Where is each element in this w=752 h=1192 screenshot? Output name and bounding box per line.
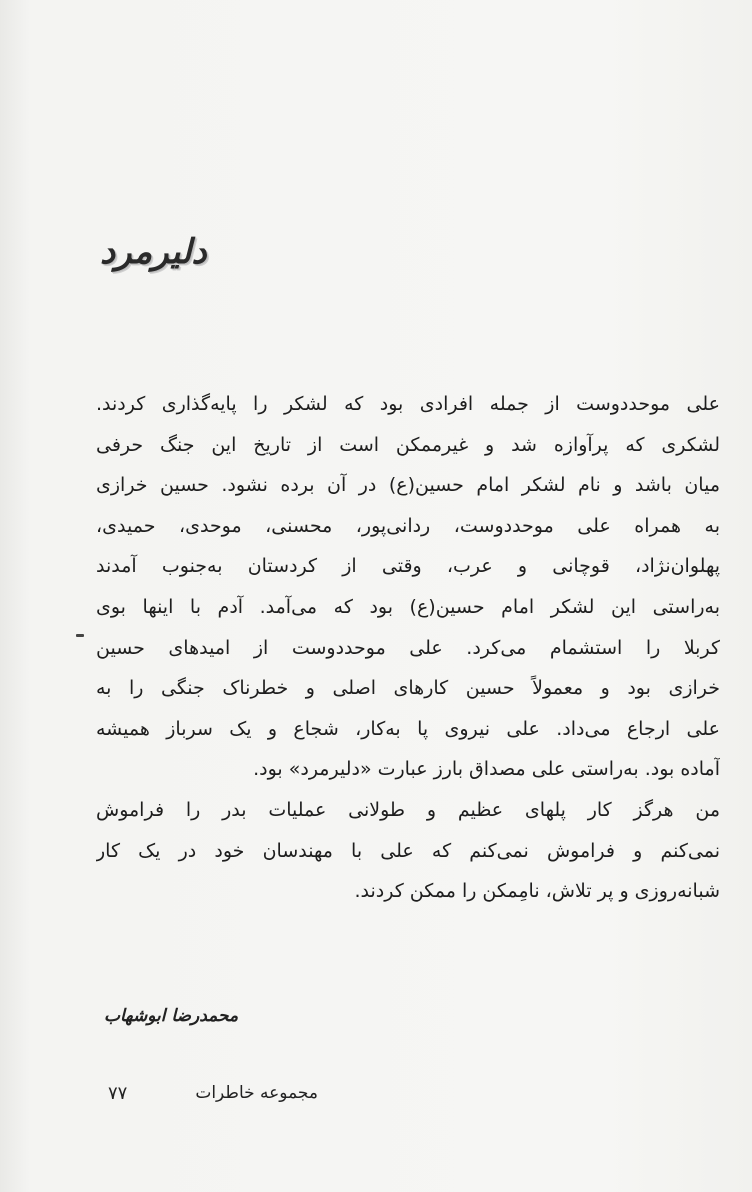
text-line: نمی‌کنم و فراموش نمی‌کنم که علی با مهندسان خود در یک کار — [96, 839, 720, 862]
paragraph-2 — [96, 790, 720, 912]
text-line: خرازی بود و معمولاً حسین کارهای اصلی و خطرناک جنگی را به — [96, 677, 720, 700]
book-title: مجموعه خاطرات — [195, 1083, 318, 1103]
text-line: میان باشد و نام لشکر امام حسین(ع) در آن برده نشود. حسین خرازی — [96, 474, 720, 497]
margin-mark — [76, 634, 84, 637]
text-line: شبانه‌روزی و پر تلاش، نامِمکن را ممکن کردند. — [354, 880, 720, 903]
paragraph-1 — [96, 384, 720, 790]
text-line: به‌راستی این لشکر امام حسین(ع) بود که می‌آمد. آدم با اینها بوی — [96, 595, 720, 618]
page-number: ۷۷ — [108, 1082, 128, 1104]
text-line: پهلوان‌نژاد، قوچانی و عرب، وقتی از کردستان به‌جنوب آمدند — [96, 555, 720, 578]
author-signature: محمدرضا ابوشهاب — [104, 1006, 239, 1026]
chapter-title: دلیرمرد — [100, 232, 207, 272]
text-line: آماده بود. به‌راستی علی مصداق بارز عبارت «دلیرمرد» بود. — [253, 758, 720, 781]
text-line: به همراه علی موحددوست، ردانی‌پور، محسنی، موحدی، حمیدی، — [96, 514, 720, 537]
text-line: علی ارجاع می‌داد. علی نیروی پا به‌کار، شجاع و یک سرباز همیشه — [96, 717, 720, 740]
text-line: علی موحددوست از جمله افرادی بود که لشکر را پایه‌گذاری کردند. — [96, 393, 720, 415]
page-footer — [108, 1078, 318, 1108]
text-line: لشکری که پرآوازه شد و غیرممکن است از تاریخ این جنگ حرفی — [96, 433, 720, 456]
text-line: من هرگز کار پلهای عظیم و طولانی عملیات بدر را فراموش — [96, 798, 720, 821]
body-text — [96, 384, 720, 912]
text-line: کربلا را استشمام می‌کرد. علی موحددوست از امیدهای حسین — [96, 636, 720, 659]
